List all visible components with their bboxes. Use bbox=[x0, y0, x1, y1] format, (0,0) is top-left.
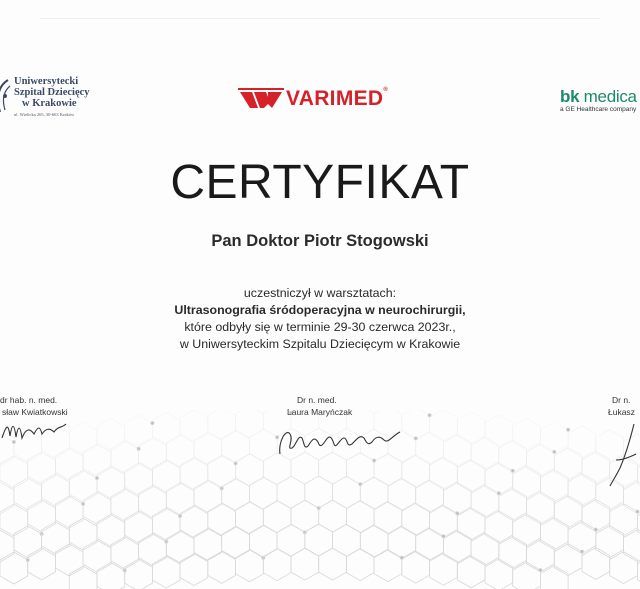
hexagon-cell bbox=[55, 544, 83, 576]
varimed-wordmark: VARIMED® bbox=[286, 87, 389, 110]
hexagon-cell bbox=[346, 549, 374, 581]
mesh-node bbox=[567, 428, 570, 431]
hexagon-cell bbox=[499, 440, 527, 472]
signatory-2-title: Dr n. med. bbox=[297, 395, 337, 405]
date-line: które odbyły się w terminie 29-30 czerwca 2023r., bbox=[184, 320, 456, 334]
hexagon-cell bbox=[139, 486, 167, 518]
signature-3 bbox=[606, 420, 640, 490]
hospital-address: ul. Wielicka 265, 30-663 Kraków bbox=[14, 112, 75, 117]
hexagon-cell bbox=[152, 508, 180, 540]
hexagon-cell bbox=[471, 437, 499, 469]
hexagon-cell bbox=[485, 415, 513, 447]
hexagon-cell bbox=[457, 412, 485, 444]
hexagon-cell bbox=[540, 518, 568, 550]
hexagon-cell bbox=[83, 540, 111, 572]
mesh-node bbox=[580, 550, 583, 553]
hexagon-cell bbox=[319, 500, 347, 532]
hexagon-cell bbox=[0, 504, 28, 536]
hexagon-cell bbox=[540, 422, 568, 454]
hexagon-cell bbox=[540, 470, 568, 502]
course-name: Ultrasonografia śródoperacyjna w neurochirurgii, bbox=[174, 303, 466, 317]
hexagon-cell bbox=[0, 552, 28, 584]
varimed-mark-icon bbox=[238, 86, 284, 112]
hexagon-cell bbox=[0, 456, 28, 488]
hexagon-cell bbox=[125, 511, 153, 543]
mesh-node bbox=[442, 535, 445, 538]
hexagon-cell bbox=[457, 556, 485, 588]
hexagon-cell bbox=[554, 448, 582, 480]
hexagon-cell bbox=[596, 526, 624, 558]
signatory-3-title: Dr n. bbox=[612, 395, 631, 405]
hexagon-cell bbox=[443, 531, 471, 563]
hexagon-cell bbox=[55, 496, 83, 528]
hexagon-cell bbox=[582, 548, 610, 580]
hexagon-cell bbox=[14, 526, 42, 558]
hexagon-cell bbox=[610, 504, 638, 536]
mesh-node bbox=[594, 528, 597, 531]
hexagon-cell bbox=[499, 536, 527, 568]
hexagon-cell bbox=[152, 556, 180, 588]
hexagon-cell bbox=[139, 534, 167, 566]
bk-medical-logo bbox=[560, 87, 640, 113]
hexagon-cell bbox=[69, 422, 97, 454]
mesh-node bbox=[539, 569, 542, 572]
mesh-node bbox=[456, 512, 459, 515]
hexagon-cell bbox=[513, 466, 541, 498]
hexagon-cell bbox=[97, 419, 125, 451]
hexagon-cell bbox=[485, 511, 513, 543]
hexagon-cell bbox=[28, 500, 56, 532]
bk-medical-tagline: a GE Healthcare company bbox=[560, 106, 637, 113]
hexagon-cell bbox=[457, 460, 485, 492]
hexagon-cell bbox=[582, 500, 610, 532]
hexagon-cell bbox=[69, 518, 97, 550]
hexagon-cell bbox=[152, 460, 180, 492]
signatory-1-name: sław Kwiatkowski bbox=[2, 407, 68, 417]
hexagon-cell bbox=[527, 540, 555, 572]
hexagon-cell bbox=[83, 492, 111, 524]
hexagon-cell bbox=[554, 496, 582, 528]
hexagon-cell bbox=[55, 448, 83, 480]
hexagon-cell bbox=[333, 476, 361, 508]
hexagon-cell bbox=[291, 548, 319, 580]
hexagon-cell bbox=[28, 548, 56, 580]
hospital-name-line-1: Uniwersytecki bbox=[14, 76, 79, 87]
signatory-3-name: Łukasz bbox=[608, 407, 635, 417]
hexagon-cell bbox=[443, 435, 471, 467]
hexagon-cell bbox=[610, 552, 638, 584]
hexagon-cell bbox=[513, 418, 541, 450]
hexagon-cell bbox=[42, 474, 70, 506]
recipient-name: Pan Doktor Piotr Stogowski bbox=[211, 232, 429, 250]
hexagon-cell bbox=[527, 444, 555, 476]
hexagon-cell bbox=[42, 522, 70, 554]
hospital-name-line-3: w Krakowie bbox=[22, 98, 77, 109]
signature-1 bbox=[0, 418, 70, 446]
signatory-1-title: dr hab. n. med. bbox=[0, 395, 58, 405]
hexagon-cell bbox=[568, 474, 596, 506]
hexagon-cell bbox=[14, 478, 42, 510]
hexagon-cell bbox=[83, 444, 111, 476]
mesh-node bbox=[511, 469, 514, 472]
hexagon-cell bbox=[443, 483, 471, 515]
hexagon-cell bbox=[125, 463, 153, 495]
hexagon-cell bbox=[305, 524, 333, 556]
hexagon-cell bbox=[471, 485, 499, 517]
hexagon-cell bbox=[499, 488, 527, 520]
bk-medical-wordmark: bk medica bbox=[560, 87, 637, 106]
hexagon-cell bbox=[554, 544, 582, 576]
hexagon-cell bbox=[568, 522, 596, 554]
hexagon-cell bbox=[236, 410, 264, 438]
hexagon-cell bbox=[568, 426, 596, 458]
signatory-2-name: Laura Maryńczak bbox=[287, 407, 353, 417]
hexagon-cell bbox=[471, 533, 499, 565]
hexagon-cell bbox=[513, 514, 541, 546]
hospital-logo bbox=[0, 76, 124, 124]
venue-line: w Uniwersyteckim Szpitalu Dziecięcym w Krakowie bbox=[179, 337, 461, 351]
mesh-node bbox=[497, 492, 500, 495]
hospital-name-line-2: Szpital Dziecięcy bbox=[14, 87, 90, 98]
hexagon-cell bbox=[291, 500, 319, 532]
hospital-emblem-icon bbox=[0, 78, 12, 116]
hexagon-cell bbox=[152, 412, 180, 444]
certificate-body bbox=[0, 285, 640, 353]
hexagon-cell bbox=[319, 548, 347, 580]
hexagon-cell bbox=[485, 463, 513, 495]
hexagon-cell bbox=[111, 537, 139, 569]
certificate-title: CERTYFIKAT bbox=[170, 156, 470, 209]
top-divider bbox=[40, 18, 600, 19]
hexagon-cell bbox=[457, 508, 485, 540]
hexagon-cell bbox=[305, 476, 333, 508]
hexagon-cell bbox=[111, 441, 139, 473]
hexagon-cell bbox=[28, 452, 56, 484]
hexagon-cell bbox=[111, 489, 139, 521]
mesh-node bbox=[553, 450, 556, 453]
hexagon-cell bbox=[527, 492, 555, 524]
hexagon-cell bbox=[97, 467, 125, 499]
participation-line: uczestniczył w warsztatach: bbox=[243, 286, 397, 300]
signature-2 bbox=[276, 424, 406, 460]
hexagon-cell bbox=[139, 438, 167, 470]
hexagon-cell bbox=[69, 470, 97, 502]
hexagon-cell bbox=[97, 515, 125, 547]
hexagon-cell bbox=[125, 415, 153, 447]
hexagon-cell bbox=[333, 524, 361, 556]
mesh-node bbox=[636, 510, 639, 513]
